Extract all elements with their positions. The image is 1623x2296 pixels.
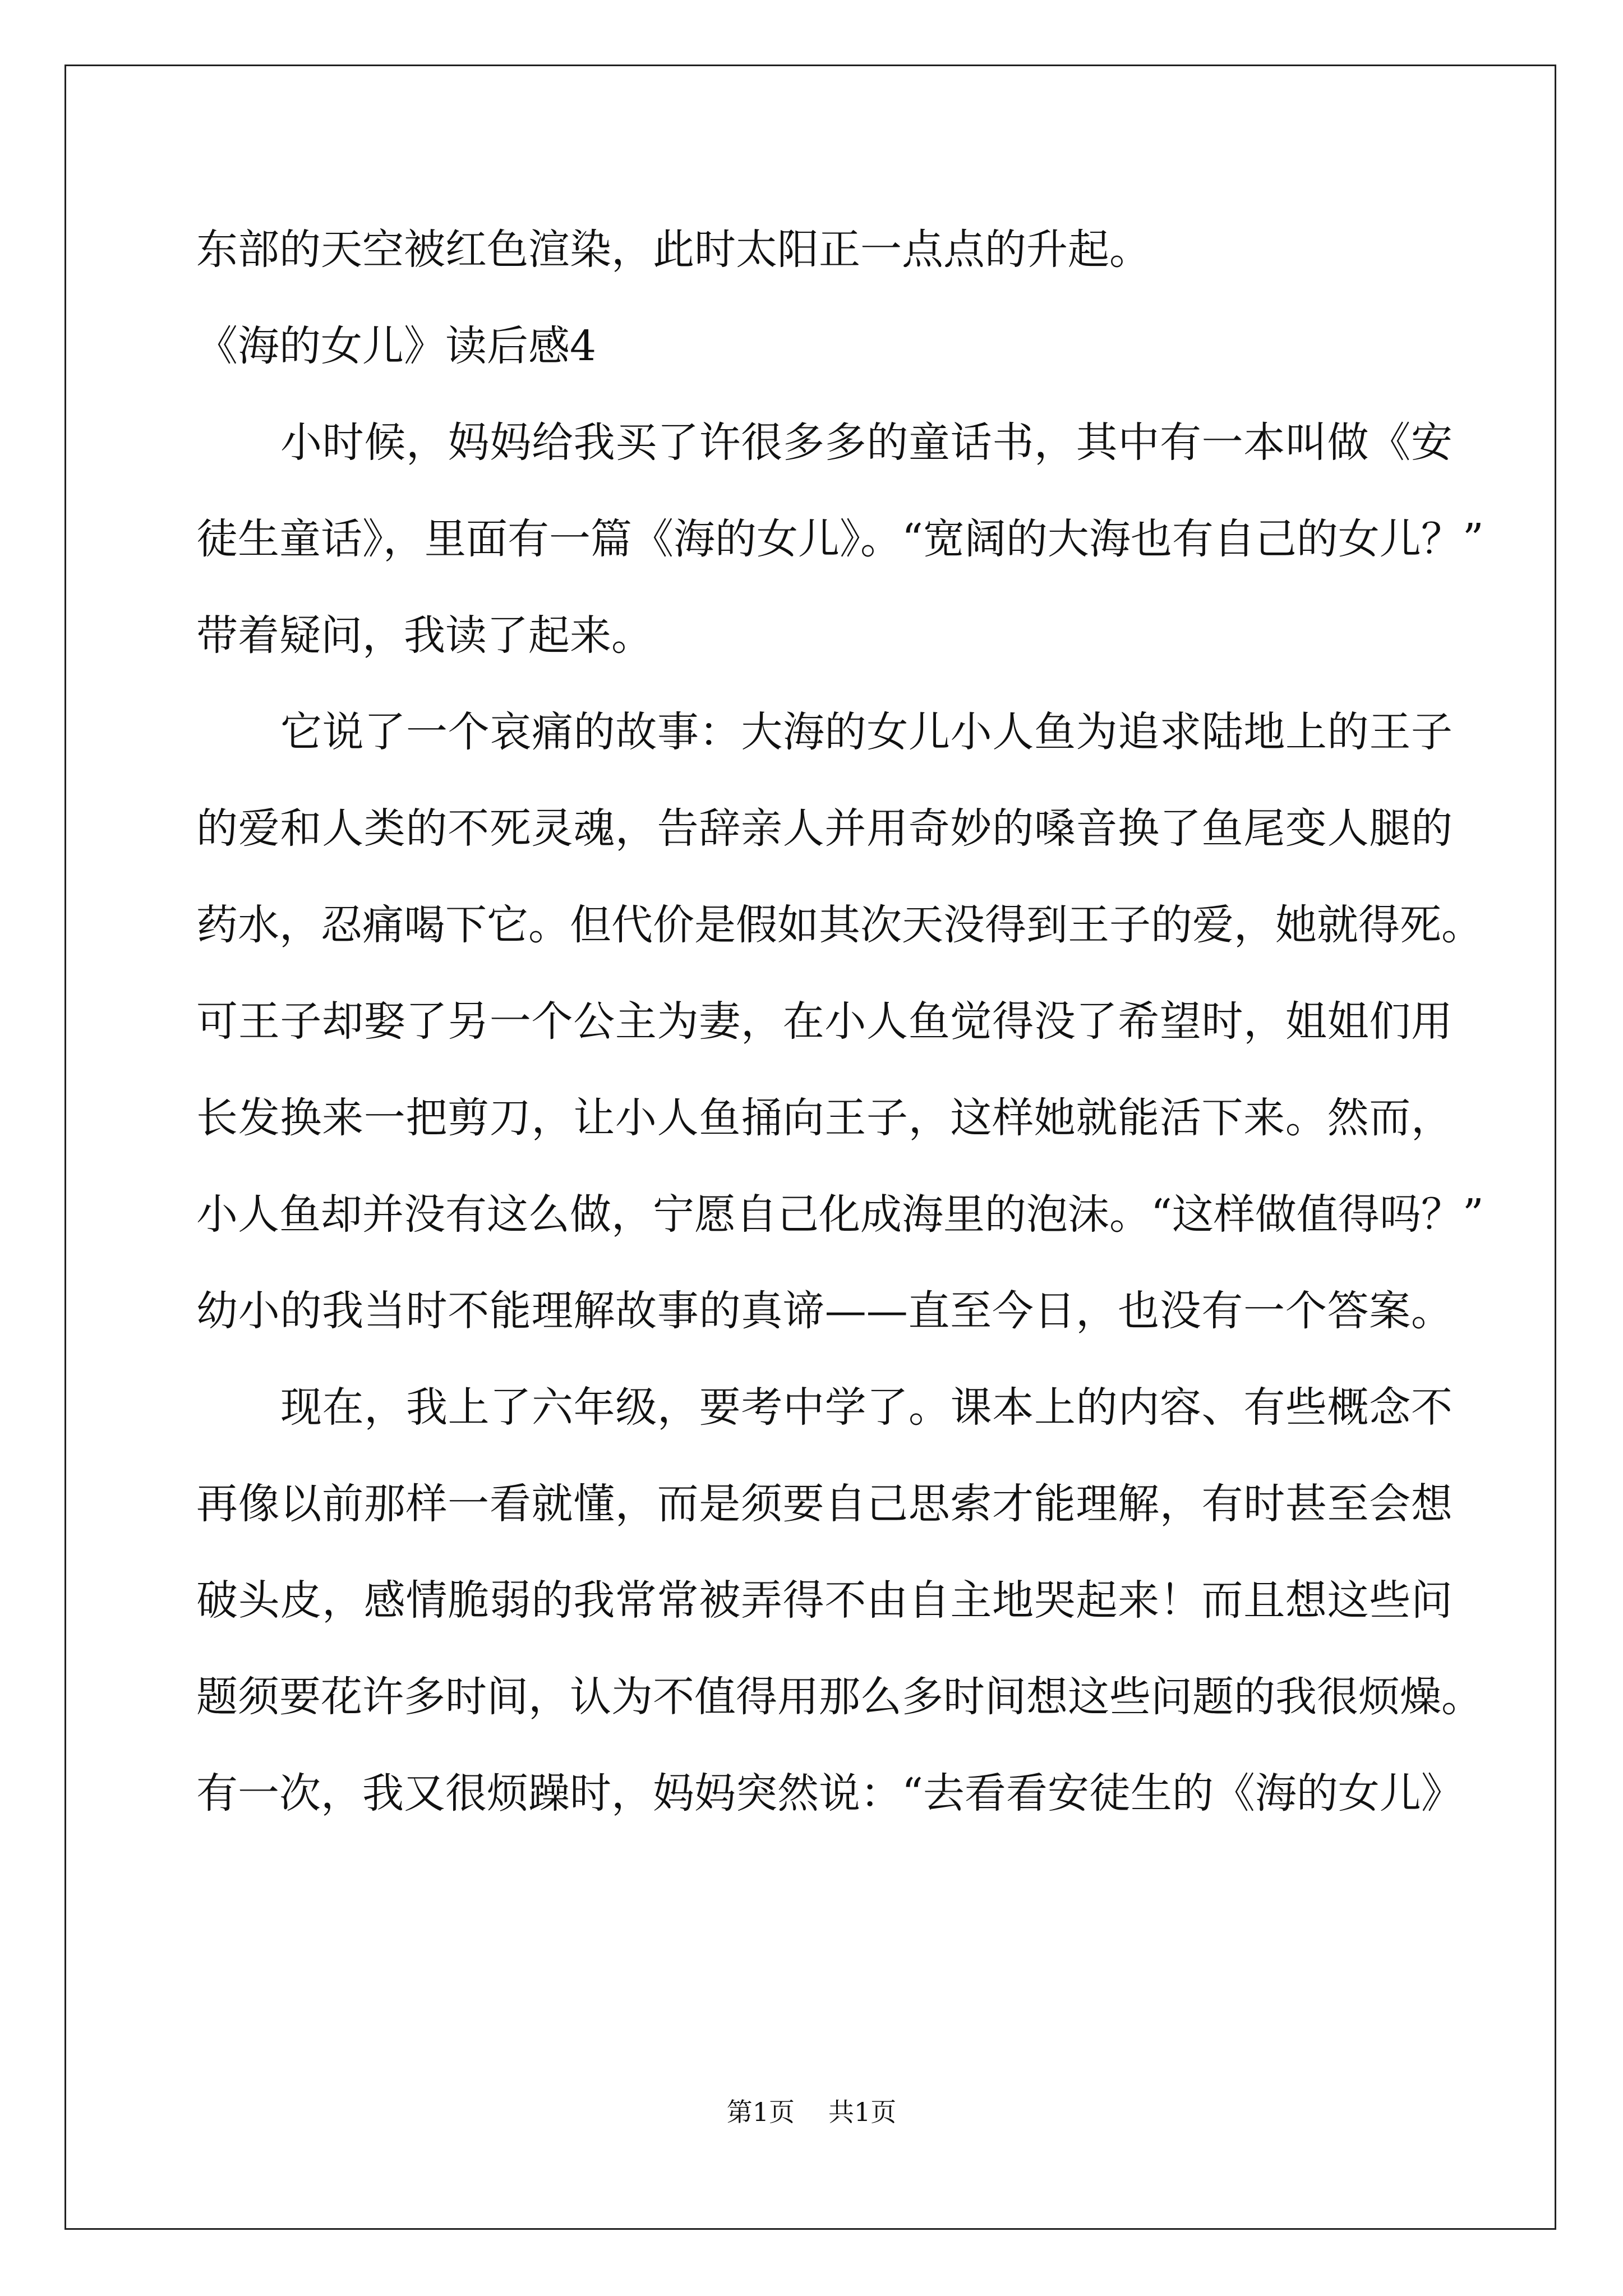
text-line: 小人鱼却并没有这么做，宁愿自己化成海里的泡沫。“这样做值得吗？”: [196, 1190, 1484, 1239]
text-line: 长发换来一把剪刀，让小人鱼捅向王子，这样她就能活下来。然而，: [196, 1094, 1453, 1142]
text-line: 带着疑问，我读了起来。: [196, 611, 653, 660]
page-footer: [0, 2095, 1623, 2129]
text-line: 破头皮，感情脆弱的我常常被弄得不由自主地哭起来！而且想这些问: [196, 1576, 1453, 1625]
section-title: 《海的女儿》读后感4: [196, 322, 597, 370]
text-line: 它说了一个哀痛的故事：大海的女儿小人鱼为追求陆地上的王子: [280, 708, 1453, 756]
text-line: 的爱和人类的不死灵魂，告辞亲人并用奇妙的嗓音换了鱼尾变人腿的: [196, 804, 1453, 853]
text-line: 东部的天空被红色渲染，此时太阳正一点点的升起。: [196, 226, 1151, 274]
text-line: 现在，我上了六年级，要考中学了。课本上的内容、有些概念不: [280, 1383, 1453, 1432]
text-line: 徒生童话》，里面有一篇《海的女儿》。“宽阔的大海也有自己的女儿？”: [196, 515, 1484, 563]
page-number-total: 共1页: [828, 2097, 897, 2127]
text-line: 可王子却娶了另一个公主为妻，在小人鱼觉得没了希望时，姐姐们用: [196, 997, 1453, 1046]
text-line: 小时候，妈妈给我买了许很多多的童话书，其中有一本叫做《安: [280, 418, 1453, 467]
document-body: [196, 216, 1484, 1856]
text-line: 幼小的我当时不能理解故事的真谛——直至今日，也没有一个答案。: [196, 1287, 1453, 1335]
text-line: 再像以前那样一看就懂，而是须要自己思索才能理解，有时甚至会想: [196, 1480, 1453, 1528]
text-line: 题须要花许多时间，认为不值得用那么多时间想这些问题的我很烦燥。: [196, 1673, 1483, 1721]
text-line: 有一次，我又很烦躁时，妈妈突然说：“去看看安徒生的《海的女儿》: [196, 1769, 1463, 1818]
page-number-current: 第1页: [726, 2097, 795, 2127]
text-line: 药水，忍痛喝下它。但代价是假如其次天没得到王子的爱，她就得死。: [196, 901, 1483, 949]
